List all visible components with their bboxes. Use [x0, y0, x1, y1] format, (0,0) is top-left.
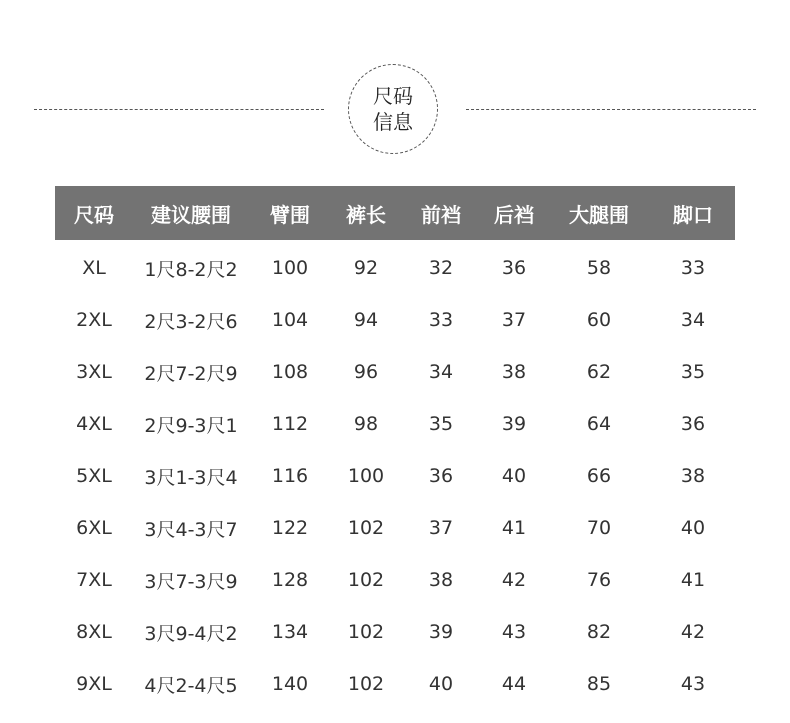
cell-leg-opening: 35: [680, 361, 706, 383]
cell-size: 9XL: [76, 673, 112, 695]
cell-front-rise: 39: [428, 621, 454, 643]
cell-waist: 2尺3-2尺6: [144, 310, 238, 333]
cell-leg-opening: 33: [680, 257, 706, 279]
cell-front-rise: 34: [428, 361, 454, 383]
table-row: [55, 242, 735, 294]
header-thigh: 大腿围: [569, 202, 629, 227]
cell-front-rise: 33: [428, 309, 454, 331]
cell-size: 8XL: [76, 621, 112, 643]
header-hip: 臂围: [270, 202, 310, 227]
table-header: [55, 186, 735, 240]
cell-waist: 1尺8-2尺2: [144, 258, 238, 281]
cell-length: 102: [347, 569, 385, 591]
cell-waist: 3尺4-3尺7: [144, 518, 238, 541]
cell-hip: 100: [271, 257, 309, 279]
cell-length: 92: [353, 257, 379, 279]
cell-thigh: 82: [586, 621, 612, 643]
dashed-divider-right: [466, 109, 756, 110]
cell-front-rise: 37: [428, 517, 454, 539]
table-row: [55, 398, 735, 450]
cell-waist: 4尺2-4尺5: [144, 674, 238, 697]
cell-front-rise: 32: [428, 257, 454, 279]
section-title: [0, 0, 790, 160]
cell-front-rise: 38: [428, 569, 454, 591]
cell-length: 96: [353, 361, 379, 383]
cell-length: 102: [347, 517, 385, 539]
table-row: [55, 294, 735, 346]
cell-thigh: 58: [586, 257, 612, 279]
cell-length: 100: [347, 465, 385, 487]
badge-line-2: 信息: [373, 110, 413, 134]
cell-leg-opening: 43: [680, 673, 706, 695]
cell-leg-opening: 36: [680, 413, 706, 435]
header-front-rise: 前裆: [421, 202, 461, 227]
table-row: [55, 554, 735, 606]
cell-back-rise: 39: [501, 413, 527, 435]
cell-hip: 108: [271, 361, 309, 383]
cell-back-rise: 36: [501, 257, 527, 279]
cell-size: 3XL: [76, 361, 112, 383]
cell-front-rise: 40: [428, 673, 454, 695]
cell-length: 102: [347, 673, 385, 695]
header-size: 尺码: [74, 202, 114, 227]
cell-hip: 112: [271, 413, 309, 435]
cell-size: 4XL: [76, 413, 112, 435]
table-row: [55, 502, 735, 554]
cell-length: 98: [353, 413, 379, 435]
size-info-badge: [348, 64, 438, 154]
cell-waist: 3尺7-3尺9: [144, 570, 238, 593]
cell-thigh: 70: [586, 517, 612, 539]
cell-size: 2XL: [76, 309, 112, 331]
cell-leg-opening: 38: [680, 465, 706, 487]
badge-line-1: 尺码: [373, 84, 413, 108]
cell-size: XL: [82, 257, 106, 279]
cell-back-rise: 40: [501, 465, 527, 487]
cell-thigh: 62: [586, 361, 612, 383]
cell-front-rise: 36: [428, 465, 454, 487]
cell-hip: 128: [271, 569, 309, 591]
cell-size: 7XL: [76, 569, 112, 591]
cell-thigh: 66: [586, 465, 612, 487]
cell-leg-opening: 40: [680, 517, 706, 539]
table-body: [55, 240, 735, 710]
size-table: [55, 186, 735, 710]
dashed-divider-left: [34, 109, 324, 110]
cell-length: 102: [347, 621, 385, 643]
cell-hip: 134: [271, 621, 309, 643]
cell-size: 5XL: [76, 465, 112, 487]
table-row: [55, 606, 735, 658]
cell-back-rise: 41: [501, 517, 527, 539]
cell-waist: 3尺9-4尺2: [144, 622, 238, 645]
cell-thigh: 64: [586, 413, 612, 435]
header-leg-opening: 脚口: [673, 202, 713, 227]
cell-thigh: 76: [586, 569, 612, 591]
header-back-rise: 后裆: [494, 202, 534, 227]
cell-hip: 116: [271, 465, 309, 487]
table-row: [55, 450, 735, 502]
table-row: [55, 346, 735, 398]
cell-hip: 140: [271, 673, 309, 695]
cell-leg-opening: 41: [680, 569, 706, 591]
header-length: 裤长: [346, 202, 386, 227]
cell-waist: 2尺9-3尺1: [144, 414, 238, 437]
header-waist: 建议腰围: [151, 202, 231, 227]
cell-leg-opening: 42: [680, 621, 706, 643]
cell-hip: 122: [271, 517, 309, 539]
cell-waist: 3尺1-3尺4: [144, 466, 238, 489]
cell-back-rise: 42: [501, 569, 527, 591]
cell-back-rise: 38: [501, 361, 527, 383]
cell-front-rise: 35: [428, 413, 454, 435]
cell-length: 94: [353, 309, 379, 331]
cell-leg-opening: 34: [680, 309, 706, 331]
cell-back-rise: 43: [501, 621, 527, 643]
cell-back-rise: 44: [501, 673, 527, 695]
cell-hip: 104: [271, 309, 309, 331]
cell-size: 6XL: [76, 517, 112, 539]
table-row: [55, 658, 735, 710]
cell-thigh: 85: [586, 673, 612, 695]
cell-thigh: 60: [586, 309, 612, 331]
cell-waist: 2尺7-2尺9: [144, 362, 238, 385]
cell-back-rise: 37: [501, 309, 527, 331]
